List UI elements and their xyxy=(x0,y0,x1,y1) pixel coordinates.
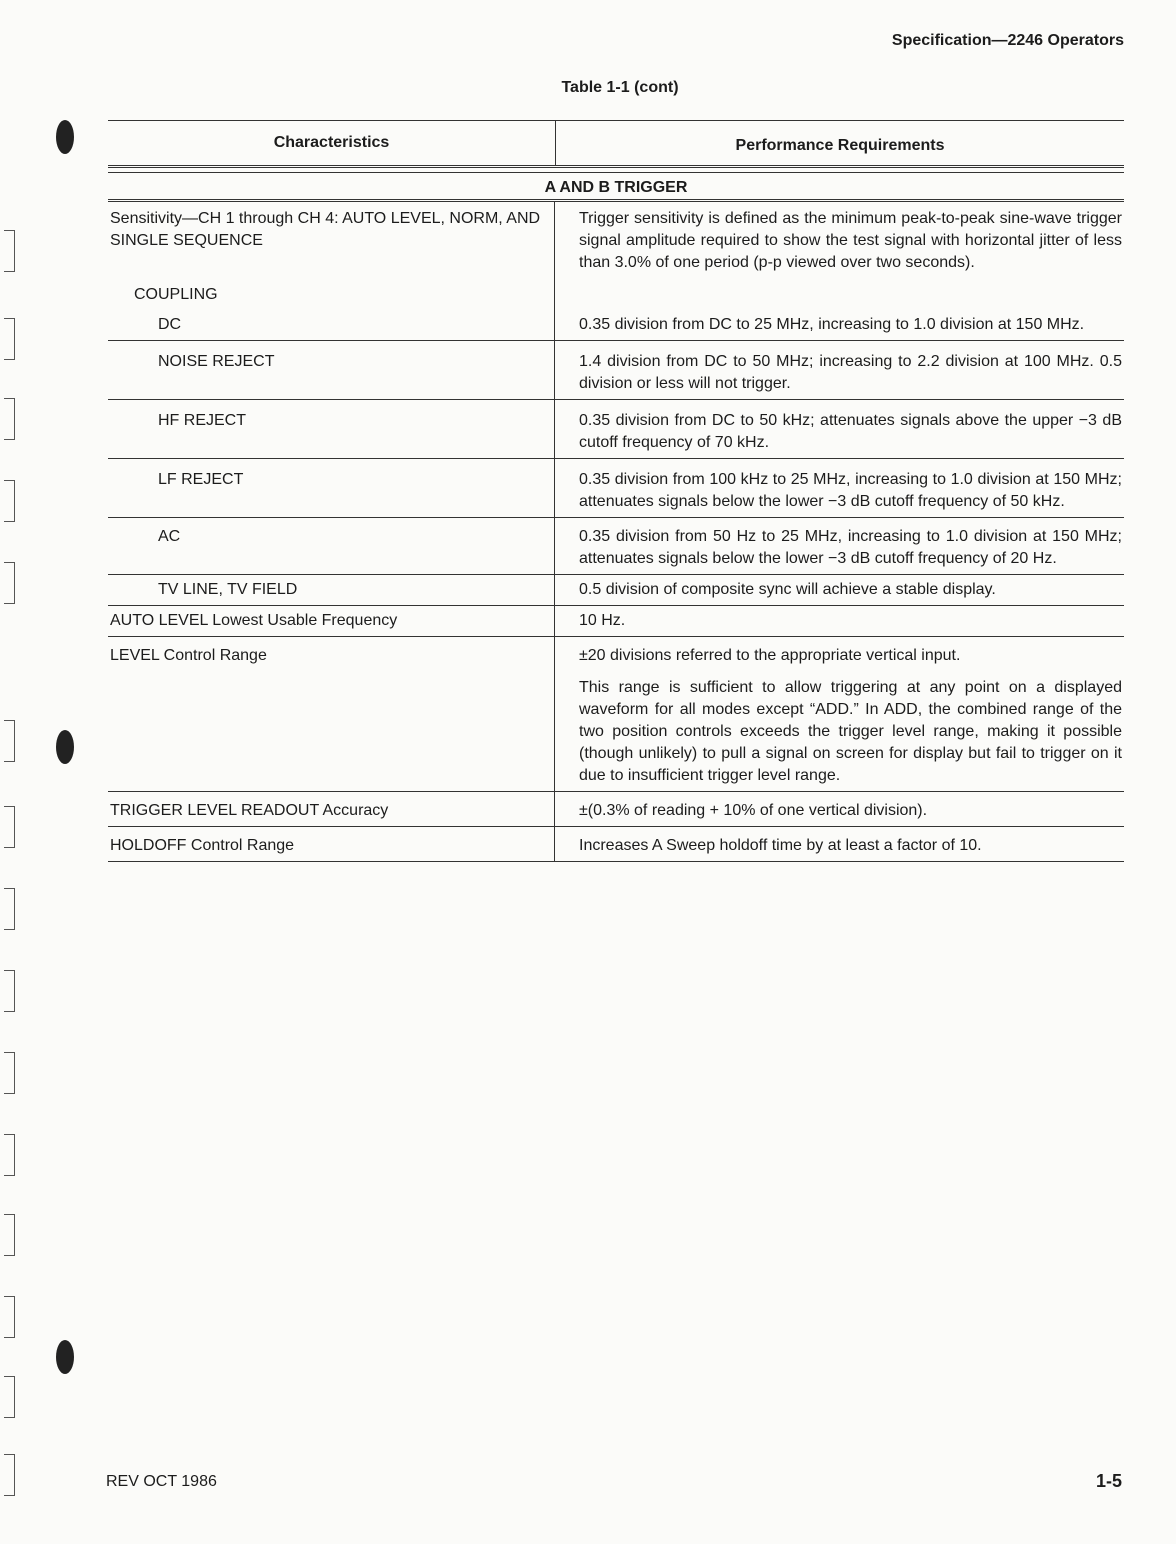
row-characteristic: COUPLING xyxy=(108,278,555,310)
table-row xyxy=(108,310,1124,341)
table-header-row xyxy=(108,120,1124,168)
row-performance: 1.4 division from DC to 50 MHz; increasing to 2.2 division at 100 MHz. 0.5 division or less will not trigger. xyxy=(579,353,1122,392)
binder-edge-marks xyxy=(0,0,24,1544)
row-characteristic: Sensitivity—CH 1 through CH 4: AUTO LEVEL, NORM, AND SINGLE SEQUENCE xyxy=(108,202,555,278)
row-characteristic: TRIGGER LEVEL READOUT Accuracy xyxy=(108,792,555,826)
row-performance: Increases A Sweep holdoff time by at least a factor of 10. xyxy=(579,837,982,854)
row-performance: 0.35 division from 50 Hz to 25 MHz, increasing to 1.0 division at 150 MHz; attenuates signals below the lower −3 dB cutoff frequency of 20 Hz. xyxy=(579,528,1122,567)
table-row xyxy=(108,341,1124,400)
punch-hole-middle xyxy=(56,730,74,764)
table-row xyxy=(108,202,1124,278)
running-header: Specification—2246 Operators xyxy=(891,32,1124,49)
row-performance xyxy=(555,202,1124,278)
row-performance-text: Trigger sensitivity is defined as the minimum peak-to-peak sine-wave trigger signal amplitude required to show the test signal with horizontal jitter of less than 3.0% of one period (p-p viewed over two seconds). xyxy=(579,210,1122,271)
row-characteristic: NOISE REJECT xyxy=(108,341,555,399)
table-row xyxy=(108,400,1124,459)
table-row xyxy=(108,575,1124,606)
row-performance-text: ±20 divisions referred to the appropriate vertical input. xyxy=(579,647,961,664)
row-performance xyxy=(555,637,1124,791)
table-row xyxy=(108,827,1124,862)
table-row xyxy=(108,637,1124,792)
row-performance: 0.5 division of composite sync will achieve a stable display. xyxy=(579,581,996,598)
punch-hole-bottom xyxy=(56,1340,74,1374)
revision-date: REV OCT 1986 xyxy=(106,1473,217,1490)
row-performance: ±(0.3% of reading + 10% of one vertical division). xyxy=(579,802,928,819)
row-performance-note: This range is sufficient to allow triggering at any point on a displayed waveform for all modes except “ADD.” In ADD, the combined range of the two position controls exceeds the trigger level range, making it possible (though unlikely) to pull a signal on screen for display but fail to trigger on it due to insufficient trigger level range. xyxy=(579,679,1122,784)
punch-hole-top xyxy=(56,120,74,154)
row-characteristic: HOLDOFF Control Range xyxy=(108,827,555,861)
table-title: Table 1-1 (cont) xyxy=(561,79,679,96)
row-characteristic: HF REJECT xyxy=(108,400,555,458)
row-performance: 10 Hz. xyxy=(579,612,626,629)
row-characteristic: AUTO LEVEL Lowest Usable Frequency xyxy=(108,606,555,636)
row-performance: 0.35 division from DC to 50 kHz; attenuates signals above the upper −3 dB cutoff frequency of 70 kHz. xyxy=(579,412,1122,451)
row-characteristic: LF REJECT xyxy=(108,459,555,517)
row-performance: 0.35 division from DC to 25 MHz, increasing to 1.0 division at 150 MHz. xyxy=(579,316,1085,333)
column-header-characteristics: Characteristics xyxy=(108,121,556,165)
table-row xyxy=(108,518,1124,575)
row-performance: 0.35 division from 100 kHz to 25 MHz, increasing to 1.0 division at 150 MHz; attenuates signals below the lower −3 dB cutoff frequency of 50 kHz. xyxy=(579,471,1122,510)
row-characteristic: TV LINE, TV FIELD xyxy=(108,575,555,605)
row-characteristic: DC xyxy=(108,310,555,340)
table-row xyxy=(108,278,1124,310)
specification-table xyxy=(108,120,1124,862)
table-row xyxy=(108,792,1124,827)
section-heading: A AND B TRIGGER xyxy=(108,172,1124,202)
row-performance xyxy=(555,278,1124,310)
table-row xyxy=(108,459,1124,518)
table-row xyxy=(108,606,1124,637)
column-header-performance: Performance Requirements xyxy=(735,137,945,154)
row-characteristic: AC xyxy=(108,518,555,574)
row-characteristic: LEVEL Control Range xyxy=(108,637,555,791)
page-number: 1-5 xyxy=(1095,1471,1122,1491)
